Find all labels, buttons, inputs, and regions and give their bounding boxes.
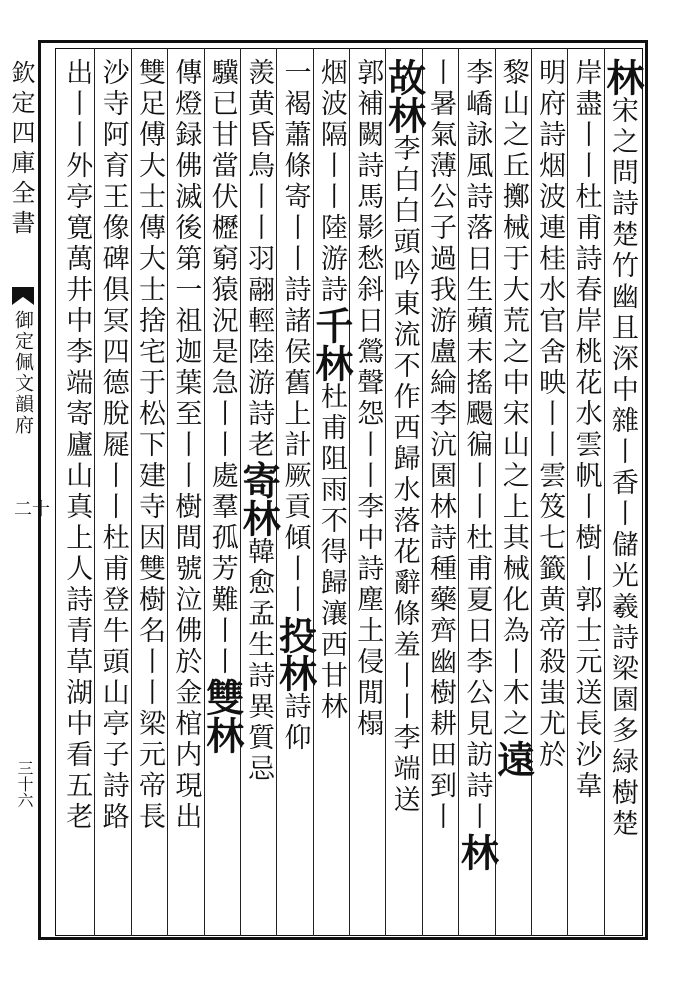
entry-text: 宋之問詩楚竹幽且深中雜丨香丨儲光羲詩梁園多緑樹楚 [606,96,638,840]
entry-text: 郭補闕詩馬影愁斜日鶯聲怨丨丨李中詩塵土侵閒榻 [352,58,384,740]
entry-text: 李白白頭吟東流不作西歸水落花辭條羞丨丨李端送 [388,134,420,816]
entry-headword: 投林 [272,616,318,692]
entry-headword: 林 [599,58,645,96]
text-column [599,58,645,930]
entry-text: 詩諸侯舊上計厥貢傾丨丨 [279,275,311,616]
entry-text: 杜甫阻雨不得歸瀼西甘林 [315,382,347,723]
entry-headword: 寄林 [236,461,282,537]
entry-text: 沙寺阿育王像碑俱冥四德脫屣丨丨杜甫登牛頭山亭子詩路 [97,58,129,833]
text-column [347,58,387,930]
entry-text: 出丨丨外亭寛萬井中李端寄廬山真上人詩青草湖中看五老 [61,58,93,833]
text-column [381,58,427,930]
text-column [420,58,460,930]
entry-text: 驥已甘當伏櫪窮猿況是急丨丨 [206,58,238,461]
entry-text: 黎山之丘擲械于大荒之中宋山之上其械化為丨木之 [497,58,529,740]
margin-book-title: 御定佩文韻府 [12,310,34,436]
entry-text: 傳燈録佛滅後第一祖迦葉至丨丨樹間號泣佛於金棺内現出 [170,58,202,833]
text-column [490,58,536,930]
entry-text: 雙足傅大士傳大士捨宅于松下建寺因雙樹名丨丨梁元帝長 [133,58,165,833]
text-column [56,58,96,930]
margin-juan-number: 二十 [14,499,50,520]
page-number: 三十六 [15,760,34,808]
entry-text: 明府詩烟波連桂水官舍映丨丨雲笈七籤黄帝殺蚩尤於 [534,58,566,771]
text-column [529,58,569,930]
entry-text: 李嶠詠風詩落日生蘋末搖颺徧丨丨杜甫夏日李公見訪詩丨 [461,58,493,833]
text-column [129,58,169,930]
entry-text: 烟波隔丨丨陸游詩 [315,58,347,306]
entry-text: 丨暑氣薄公子過我游盧綸李沆園林詩種藥齊幽樹耕田到丨 [424,58,456,833]
entry-text: 一褐蕭條寄丨丨 [279,58,311,275]
entry-text: 詩仰 [279,692,311,754]
entry-headword: 遠 [490,740,536,778]
text-column [93,58,133,930]
entry-text: 岸盡丨丨杜甫詩春岸桃花水雲帆丨樹丨郭士元送長沙韋 [570,58,602,802]
fish-tail-mark-icon [12,287,34,305]
entry-headword: 林 [454,833,500,871]
text-column [565,58,605,930]
margin-series-title: 欽定四庫全書 [7,60,35,240]
text-column [199,58,245,930]
entry-headword: 千林 [308,306,354,382]
text-column [308,58,354,930]
entry-text: 羨黄昏鳥丨丨羽翮輕陸游詩老 [243,58,275,461]
text-column [236,58,282,930]
text-column [165,58,205,930]
entry-text: 韓愈孟生詩異質忌 [243,537,275,785]
entry-headword: 故林 [381,58,427,134]
entry-text: 處羣孤芳難丨丨 [206,461,238,678]
entry-headword: 雙林 [199,678,245,754]
text-column [454,58,500,930]
